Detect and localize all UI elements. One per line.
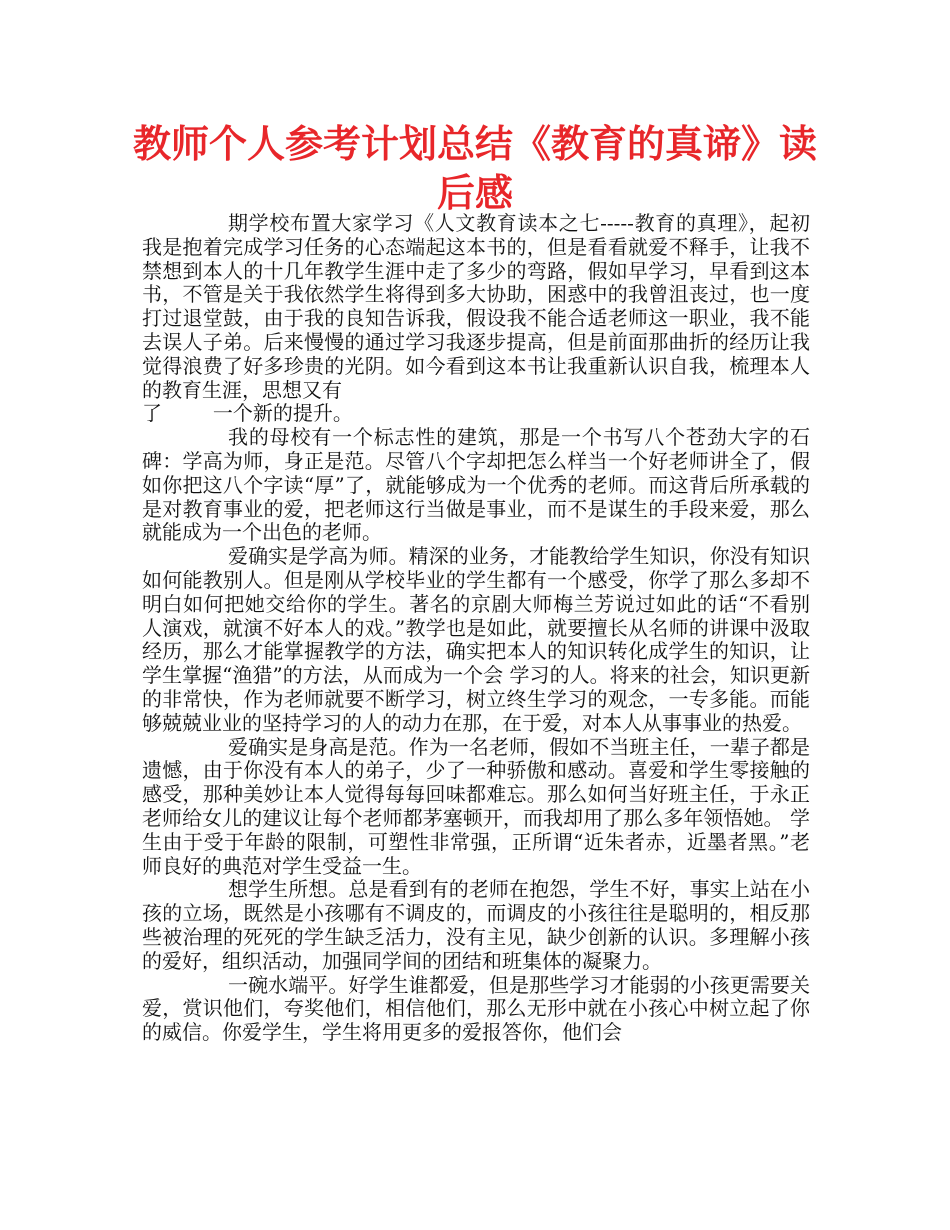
document-body xyxy=(142,212,810,1045)
paragraph-3: 爱确实是学高为师。精深的业务，才能教给学生知识，你没有知识如何能教别人。但是刚从学校毕业的学生都有一个感受，你学了那么多却不明白如何把她交给你的学生。著名的京剧大师梅兰芳说过如此的话“不看别人演戏，就演不好本人的戏。”教学也是如此，就要擅长从名师的讲课中汲取经历，那么才能掌握教学的方法，确实把本人的知识转化成学生的知识，让学生掌握“渔猎”的方法，从而成为一个会 学习的人。将来的社会，知识更新的非常快，作为老师就要不断学习，树立终生学习的观念，一专多能。而能够兢兢业业的坚持学习的人的动力在那，在于爱，对本人从事事业的热爱。 xyxy=(142,544,810,735)
paragraph-1 xyxy=(142,212,810,426)
paragraph-5: 想学生所想。总是看到有的老师在抱怨，学生不好，事实上站在小孩的立场，既然是小孩哪有不调皮的，而调皮的小孩往往是聪明的，相反那些被治理的死死的学生缺乏活力，没有主见，缺少创新的认识。多理解小孩的爱好，组织活动，加强同学间的团结和班集体的凝聚力。 xyxy=(142,877,810,973)
paragraph-6: 一碗水端平。好学生谁都爱，但是那些学习才能弱的小孩更需要关爱，赏识他们，夸奖他们，相信他们，那么无形中就在小孩心中树立起了你的威信。你爱学生，学生将用更多的爱报答你，他们会 xyxy=(142,972,810,1045)
paragraph-1-text: 期学校布置大家学习《人文教育读本之七-----教育的真理》，起初我是抱着完成学习任务的心态端起这本书的，但是看看就爱不释手，让我不禁想到本人的十几年教学生涯中走了多少的弯路，假如早学习，早看到这本书，不管是关于我依然学生将得到多大协助，困惑中的我曾沮丧过，也一度打过退堂鼓，由于我的良知告诉我，假设我不能合适老师这一职业，我不能去误人子弟。后来慢慢的通过学习我逐步提高，但是前面那曲折的经历让我觉得浪费了好多珍贵的光阴。如今看到这本书让我重新认识自我，梳理本人的教育生涯，思想又有 xyxy=(142,211,810,402)
paragraph-4: 爱确实是身高是范。作为一名老师，假如不当班主任，一辈子都是遗憾，由于你没有本人的弟子，少了一种骄傲和感动。喜爱和学生零接触的感受，那种美妙让本人觉得每每回味都难忘。那么如何当好班主任，于永正老师给女儿的建议让每个老师都茅塞顿开，而我却用了那么多年领悟她。 学生由于受于年龄的限制，可塑性非常强，正所谓“近朱者赤，近墨者黑。”老师良好的典范对学生受益一生。 xyxy=(142,734,810,878)
paragraph-1-tail: 了 一个新的提升。 xyxy=(142,401,353,426)
document-title: 教师个人参考计划总结《教育的真谛》读后感 xyxy=(132,122,817,215)
paragraph-2: 我的母校有一个标志性的建筑，那是一个书写八个苍劲大字的石碑：学高为师，身正是范。尽管八个字却把怎么样当一个好老师讲全了，假如你把这八个字读“厚”了，就能够成为一个优秀的老师。而这背后所承载的是对教育事业的爱，把老师这行当做是事业，而不是谋生的手段来爱，那么就能成为一个出色的老师。 xyxy=(142,425,810,545)
